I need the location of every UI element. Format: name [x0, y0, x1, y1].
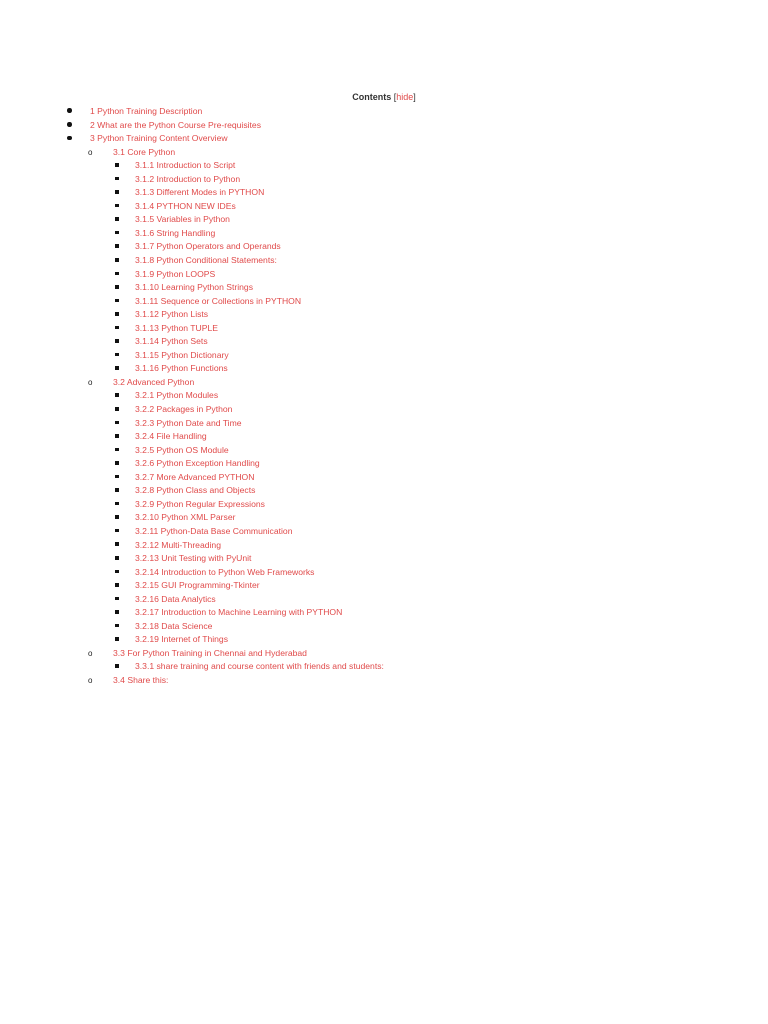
bullet-circle-icon [88, 647, 92, 661]
bullet-square-icon [115, 457, 119, 471]
bullet-square-icon [115, 566, 119, 580]
toc-item [0, 227, 768, 241]
bullet-circle-icon [88, 146, 92, 160]
toc-item [0, 173, 768, 187]
toc-item [0, 119, 768, 133]
bullet-square-icon [115, 444, 119, 458]
toc-link[interactable]: 3.2.7 More Advanced PYTHON [135, 471, 255, 482]
toc-link[interactable]: 3.1.1 Introduction to Script [135, 160, 236, 171]
toc-item [0, 511, 768, 525]
bullet-square-icon [115, 403, 119, 417]
bullet-square-icon [115, 552, 119, 566]
bullet-square-icon [115, 539, 119, 553]
toc-link[interactable]: 3.2.12 Multi-Threading [135, 539, 221, 550]
bullet-square-icon [115, 349, 119, 363]
toc-item [0, 335, 768, 349]
bullet-square-icon [115, 159, 119, 173]
toc-link[interactable]: 3.2.4 File Handling [135, 431, 207, 442]
toc-link[interactable]: 3.2.16 Data Analytics [135, 593, 216, 604]
toc-link[interactable]: 3.2.18 Data Science [135, 620, 213, 631]
bullet-square-icon [115, 227, 119, 241]
bullet-square-icon [115, 389, 119, 403]
toc-link[interactable]: 3.2.2 Packages in Python [135, 404, 233, 415]
bullet-square-icon [115, 471, 119, 485]
bullet-square-icon [115, 268, 119, 282]
toc-item [0, 268, 768, 282]
toc-item [0, 633, 768, 647]
toc-bracket-close: ] [413, 92, 416, 102]
toc-item [0, 606, 768, 620]
bullet-square-icon [115, 525, 119, 539]
toc-link[interactable]: 3.1.5 Variables in Python [135, 214, 230, 225]
toc-link[interactable]: 3.1.10 Learning Python Strings [135, 282, 254, 293]
toc-link[interactable]: 3.4 Share this: [113, 674, 169, 685]
toc-link[interactable]: 3.2.11 Python-Data Base Communication [135, 525, 293, 536]
bullet-square-icon [115, 200, 119, 214]
toc-link[interactable]: 3.2.10 Python XML Parser [135, 512, 236, 523]
toc-hide-link[interactable]: hide [396, 92, 414, 102]
toc-link[interactable]: 3.1.15 Python Dictionary [135, 349, 229, 360]
toc-link[interactable]: 3.2.19 Internet of Things [135, 634, 229, 645]
bullet-square-icon [115, 213, 119, 227]
toc-item [0, 389, 768, 403]
toc-item [0, 240, 768, 254]
toc-item [0, 566, 768, 580]
toc-item [0, 484, 768, 498]
bullet-disc-icon [67, 132, 72, 146]
bullet-circle-icon [88, 376, 92, 390]
bullet-square-icon [115, 335, 119, 349]
toc-item [0, 457, 768, 471]
toc-item [0, 146, 768, 160]
toc-item [0, 660, 768, 674]
toc-item [0, 444, 768, 458]
toc-link[interactable]: 3.2 Advanced Python [113, 376, 195, 387]
toc-item [0, 430, 768, 444]
toc-link[interactable]: 3.1.16 Python Functions [135, 363, 228, 374]
bullet-square-icon [115, 498, 119, 512]
toc-link[interactable]: 3.1.11 Sequence or Collections in PYTHON [135, 295, 302, 306]
toc-link[interactable]: 3.2.5 Python OS Module [135, 444, 229, 455]
toc-link[interactable]: 2 What are the Python Course Pre-requisites [90, 119, 262, 130]
bullet-square-icon [115, 308, 119, 322]
toc-link[interactable]: 3.1.13 Python TUPLE [135, 322, 218, 333]
toc-link[interactable]: 3.1.3 Different Modes in PYTHON [135, 187, 265, 198]
toc-item [0, 362, 768, 376]
toc-bracket-open: [ [393, 92, 397, 102]
bullet-square-icon [115, 295, 119, 309]
bullet-square-icon [115, 417, 119, 431]
toc-item [0, 525, 768, 539]
toc-link[interactable]: 3.1 Core Python [113, 146, 176, 157]
bullet-square-icon [115, 240, 119, 254]
toc-item [0, 281, 768, 295]
bullet-circle-icon [88, 674, 92, 688]
toc-item [0, 254, 768, 268]
toc-title: Contents [352, 92, 392, 102]
toc-item [0, 322, 768, 336]
toc-link[interactable]: 3.3.1 share training and course content with friends and students: [135, 661, 384, 672]
toc-link[interactable]: 3.1.14 Python Sets [135, 336, 208, 347]
toc-header [0, 91, 768, 103]
bullet-square-icon [115, 322, 119, 336]
toc-item [0, 552, 768, 566]
toc-item [0, 159, 768, 173]
toc-item [0, 498, 768, 512]
bullet-square-icon [115, 186, 119, 200]
toc-list [0, 105, 768, 688]
bullet-square-icon [115, 173, 119, 187]
bullet-square-icon [115, 362, 119, 376]
toc-link[interactable]: 3.2.17 Introduction to Machine Learning with PYTHON [135, 607, 343, 618]
bullet-square-icon [115, 606, 119, 620]
toc-item [0, 200, 768, 214]
toc-item [0, 647, 768, 661]
toc-link[interactable]: 3.2.9 Python Regular Expressions [135, 498, 265, 509]
toc-link[interactable]: 3.2.14 Introduction to Python Web Frameworks [135, 566, 315, 577]
toc-link[interactable]: 3.1.7 Python Operators and Operands [135, 241, 281, 252]
toc-link[interactable]: 3.1.2 Introduction to Python [135, 173, 241, 184]
toc-link[interactable]: 3.1.4 PYTHON NEW IDEs [135, 200, 236, 211]
toc-link[interactable]: 3.2.13 Unit Testing with PyUnit [135, 553, 252, 564]
toc-link[interactable]: 3.2.3 Python Date and Time [135, 417, 242, 428]
toc-link[interactable]: 3.2.15 GUI Programming-Tkinter [135, 580, 260, 591]
toc-item [0, 186, 768, 200]
toc-item [0, 376, 768, 390]
bullet-square-icon [115, 484, 119, 498]
toc-link[interactable]: 3.2.8 Python Class and Objects [135, 485, 256, 496]
toc-item [0, 403, 768, 417]
toc-item [0, 620, 768, 634]
toc-link[interactable]: 3.2.6 Python Exception Handling [135, 458, 260, 469]
toc-link[interactable]: 3.1.9 Python LOOPS [135, 268, 216, 279]
toc-item [0, 349, 768, 363]
bullet-square-icon [115, 430, 119, 444]
toc-link[interactable]: 3 Python Training Content Overview [90, 133, 228, 144]
toc-item [0, 308, 768, 322]
toc-item [0, 417, 768, 431]
bullet-square-icon [115, 281, 119, 295]
bullet-square-icon [115, 633, 119, 647]
bullet-disc-icon [67, 119, 72, 133]
toc-link[interactable]: 3.1.6 String Handling [135, 227, 216, 238]
toc-item [0, 295, 768, 309]
toc-link[interactable]: 3.1.12 Python Lists [135, 309, 209, 320]
bullet-square-icon [115, 593, 119, 607]
bullet-disc-icon [67, 105, 72, 119]
toc-link[interactable]: 3.2.1 Python Modules [135, 390, 219, 401]
toc-item [0, 539, 768, 553]
toc-item [0, 471, 768, 485]
toc-item [0, 674, 768, 688]
toc-item [0, 579, 768, 593]
bullet-square-icon [115, 254, 119, 268]
toc-link[interactable]: 1 Python Training Description [90, 106, 203, 116]
toc-item [0, 132, 768, 146]
toc-item [0, 105, 768, 119]
toc-link[interactable]: 3.1.8 Python Conditional Statements: [135, 255, 277, 266]
toc-link[interactable]: 3.3 For Python Training in Chennai and Hyderabad [113, 647, 307, 658]
bullet-square-icon [115, 579, 119, 593]
toc-item [0, 213, 768, 227]
bullet-square-icon [115, 620, 119, 634]
toc-item [0, 593, 768, 607]
bullet-square-icon [115, 511, 119, 525]
bullet-square-icon [115, 660, 119, 674]
